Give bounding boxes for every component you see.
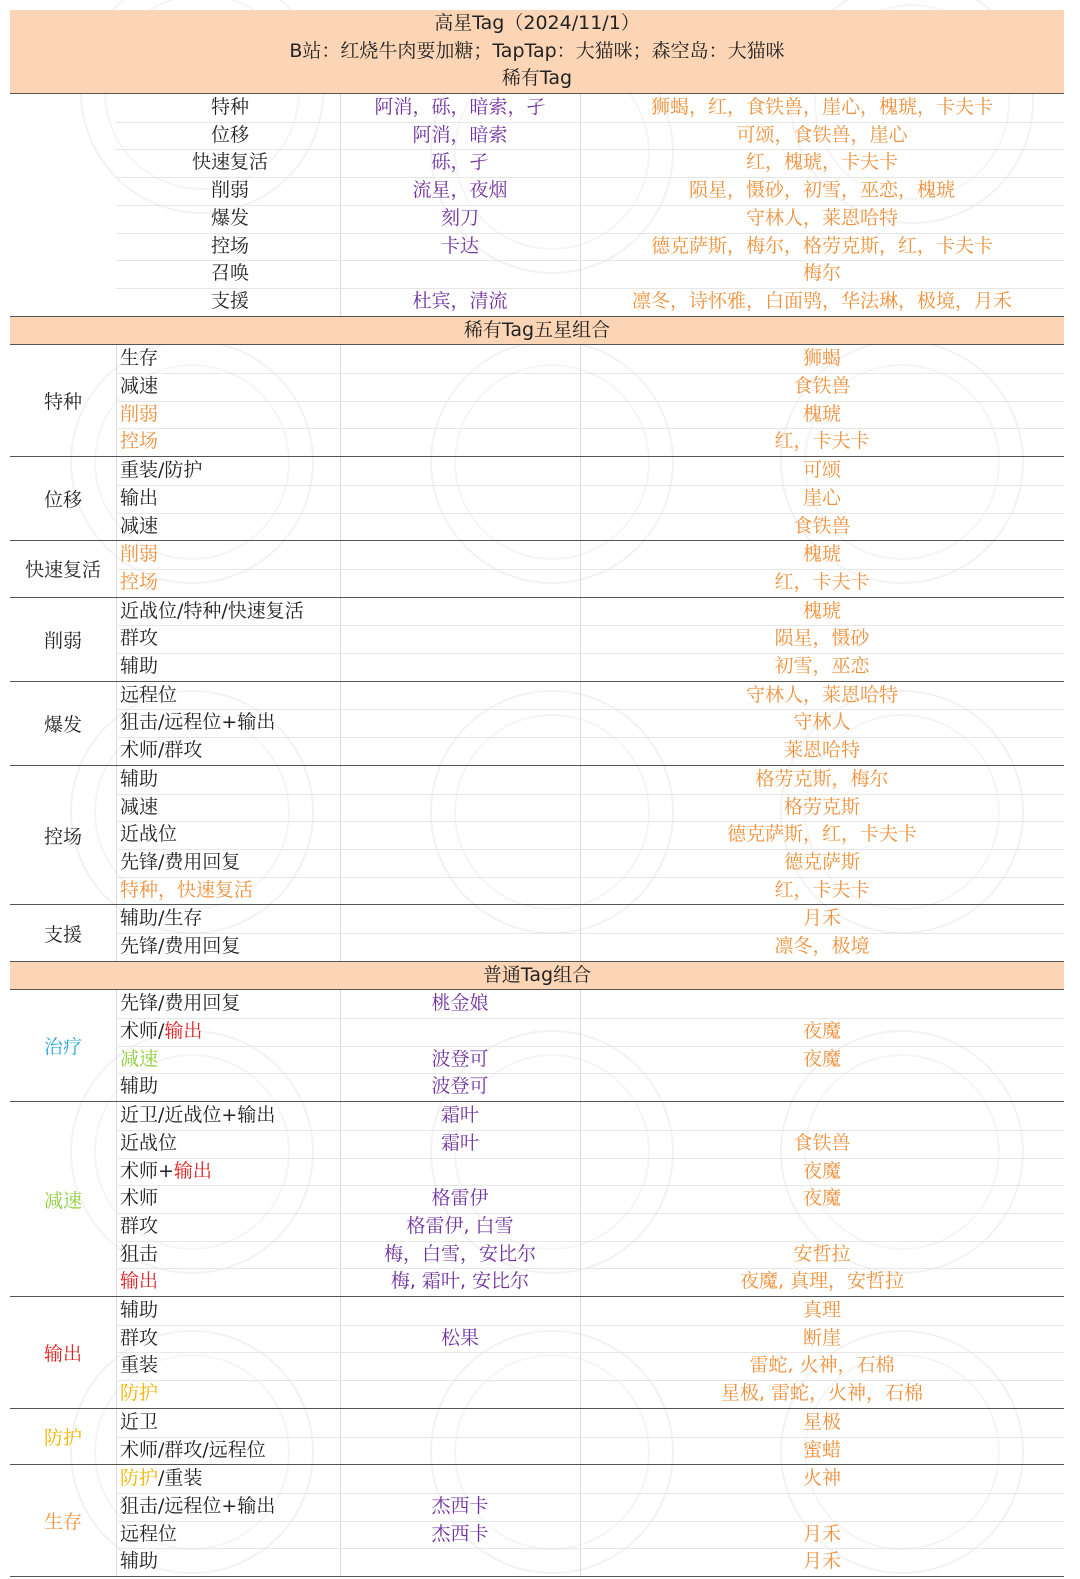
tag-cell: 爆发 bbox=[210, 206, 249, 229]
five-star-operators: 格劳克斯，梅尔 bbox=[755, 767, 889, 790]
four-star-operators: 阿消，暗索 bbox=[412, 123, 508, 146]
table-row bbox=[10, 485, 1064, 513]
table-row bbox=[10, 849, 1064, 877]
five-star-operators: 崖心 bbox=[802, 486, 841, 509]
five-star-operators: 星极, 雷蛇，火神，石棉 bbox=[720, 1382, 924, 1405]
tag-group bbox=[10, 540, 1064, 596]
five-star-operators: 槐琥 bbox=[802, 599, 841, 622]
tag-cell bbox=[120, 1158, 340, 1186]
sheet-credits: B站：红烧牛肉要加糖；TapTap：大猫咪；森空岛：大猫咪 bbox=[10, 38, 1064, 66]
four-star-operators bbox=[340, 569, 580, 597]
tag-cell: 支援 bbox=[210, 289, 249, 312]
table-row bbox=[10, 1437, 1064, 1465]
table-row bbox=[10, 1046, 1064, 1074]
tag-cell: 远程位 bbox=[120, 683, 178, 706]
tag-cell: 特种 bbox=[210, 96, 249, 119]
tag-part: 输出 bbox=[173, 1159, 212, 1182]
four-star-operators bbox=[340, 905, 580, 933]
five-star-operators: 夜魔, 真理，安哲拉 bbox=[739, 1270, 905, 1293]
group-rows bbox=[10, 1102, 1064, 1296]
sheet-content bbox=[10, 65, 1064, 1577]
tag-cell: 辅助/生存 bbox=[120, 907, 203, 930]
group-label: 支援 bbox=[43, 923, 82, 946]
table-row bbox=[10, 905, 1064, 933]
table-row bbox=[10, 682, 1064, 710]
table-row bbox=[10, 1380, 1064, 1408]
tag-cell: 特种，快速复活 bbox=[120, 878, 254, 901]
four-star-operators bbox=[340, 598, 580, 626]
four-star-operators bbox=[340, 737, 580, 765]
tag-cell: 术师 bbox=[120, 1187, 159, 1210]
table-row bbox=[10, 766, 1064, 794]
table-row bbox=[10, 598, 1064, 626]
tag-group bbox=[10, 344, 1064, 456]
tag-cell: 近卫 bbox=[120, 1410, 159, 1433]
four-star-operators: 杜宾，清流 bbox=[412, 289, 508, 312]
table-row bbox=[10, 1241, 1064, 1269]
tag-group bbox=[10, 1408, 1064, 1464]
table-row bbox=[10, 177, 1064, 205]
sheet-title: 高星Tag（2024/11/1） bbox=[10, 10, 1064, 38]
table-row bbox=[10, 1409, 1064, 1437]
tag-group bbox=[10, 456, 1064, 540]
tag-cell: 减速 bbox=[120, 375, 159, 398]
table-row bbox=[10, 513, 1064, 541]
five-star-operators: 火神 bbox=[802, 1467, 841, 1490]
five-star-operators: 守林人 bbox=[793, 711, 851, 734]
four-star-operators: 梅，白雪，安比尔 bbox=[383, 1242, 536, 1265]
five-star-operators: 月禾 bbox=[802, 907, 841, 930]
tag-cell: 群攻 bbox=[120, 1214, 159, 1237]
five-star-operators: 星极 bbox=[802, 1410, 841, 1433]
group-label: 控场 bbox=[43, 825, 82, 848]
four-star-operators bbox=[340, 541, 580, 569]
tag-cell: 近卫/近战位+输出 bbox=[120, 1104, 276, 1127]
table-row bbox=[10, 794, 1064, 822]
four-star-operators bbox=[340, 625, 580, 653]
table-row bbox=[10, 1521, 1064, 1549]
four-star-operators: 流星，夜烟 bbox=[412, 179, 508, 202]
four-star-operators bbox=[340, 849, 580, 877]
table-row bbox=[10, 1185, 1064, 1213]
four-star-operators bbox=[340, 766, 580, 794]
four-star-operators: 霜叶 bbox=[440, 1131, 479, 1154]
five-star-operators bbox=[580, 1493, 1064, 1521]
four-star-operators: 波登可 bbox=[431, 1075, 489, 1098]
tag-cell: 防护 bbox=[120, 1382, 159, 1405]
five-star-operators: 凛冬，极境 bbox=[774, 935, 870, 957]
table-row bbox=[10, 569, 1064, 597]
tag-part: 防护 bbox=[120, 1467, 159, 1490]
tag-cell: 控场 bbox=[120, 570, 159, 593]
five-star-operators: 食铁兽 bbox=[793, 514, 851, 537]
table-row bbox=[10, 1297, 1064, 1325]
tag-cell: 辅助 bbox=[120, 655, 159, 677]
five-star-operators: 狮蝎 bbox=[802, 347, 841, 370]
section-title: 普通Tag组合 bbox=[10, 961, 1064, 990]
tag-cell: 削弱 bbox=[120, 543, 159, 566]
four-star-operators: 杰西卡 bbox=[431, 1522, 489, 1545]
five-star-operators: 德克萨斯 bbox=[783, 850, 860, 873]
four-star-operators bbox=[340, 1465, 580, 1493]
group-rows bbox=[10, 682, 1064, 765]
tag-cell bbox=[120, 1018, 340, 1046]
table-row bbox=[10, 457, 1064, 485]
four-star-operators: 杰西卡 bbox=[431, 1494, 489, 1517]
five-star-operators bbox=[580, 1102, 1064, 1130]
tag-group bbox=[10, 765, 1064, 905]
tag-cell: 群攻 bbox=[120, 627, 159, 650]
table-bottom-border bbox=[10, 1576, 1064, 1577]
table-row bbox=[10, 149, 1064, 177]
table-row bbox=[10, 1018, 1064, 1046]
table-row bbox=[10, 1268, 1064, 1296]
table-row bbox=[10, 1102, 1064, 1130]
five-star-operators: 蜜蜡 bbox=[802, 1438, 841, 1461]
tag-group bbox=[10, 1296, 1064, 1408]
five-star-operators: 可颂 bbox=[802, 459, 841, 482]
group-label: 快速复活 bbox=[24, 559, 101, 582]
table-row bbox=[10, 122, 1064, 150]
four-star-operators bbox=[340, 1548, 580, 1576]
five-star-operators: 凛冬，诗怀雅，白面鸮，华法琳，极境，月禾 bbox=[631, 289, 1012, 312]
five-star-operators: 格劳克斯 bbox=[783, 795, 860, 818]
group-label: 生存 bbox=[43, 1511, 82, 1534]
tag-cell: 召唤 bbox=[210, 262, 249, 285]
four-star-operators: 波登可 bbox=[431, 1047, 489, 1070]
five-star-operators: 守林人，莱恩哈特 bbox=[745, 683, 898, 706]
four-star-operators: 阿消，砾，暗索，孑 bbox=[374, 96, 546, 119]
table-row bbox=[10, 709, 1064, 737]
group-rows bbox=[10, 598, 1064, 681]
tag-group bbox=[10, 1101, 1064, 1296]
four-star-operators: 砾，孑 bbox=[431, 151, 489, 174]
group-rows bbox=[10, 905, 1064, 960]
group-label: 位移 bbox=[43, 489, 82, 512]
table-row bbox=[10, 1325, 1064, 1353]
five-star-operators: 夜魔 bbox=[802, 1187, 841, 1210]
tag-cell: 近战位/特种/快速复活 bbox=[120, 599, 304, 622]
tag-cell: 位移 bbox=[210, 123, 249, 146]
table-row bbox=[10, 1465, 1064, 1493]
table-row bbox=[10, 653, 1064, 681]
group-label: 爆发 bbox=[43, 713, 82, 736]
four-star-operators bbox=[340, 401, 580, 429]
tag-cell: 狙击/远程位+输出 bbox=[120, 711, 276, 734]
table-row bbox=[10, 1548, 1064, 1576]
table-row bbox=[10, 1493, 1064, 1521]
four-star-operators bbox=[340, 345, 580, 373]
tag-cell: 重装 bbox=[120, 1354, 159, 1377]
tag-cell: 生存 bbox=[120, 347, 159, 370]
group-rows bbox=[10, 541, 1064, 596]
four-star-operators bbox=[340, 1297, 580, 1325]
rare-tag-block bbox=[10, 93, 1064, 316]
tag-cell: 输出 bbox=[120, 1270, 159, 1293]
tag-group bbox=[10, 989, 1064, 1101]
tag-cell: 减速 bbox=[120, 1047, 159, 1070]
four-star-operators: 桃金娘 bbox=[431, 992, 489, 1015]
tag-cell: 先锋/费用回复 bbox=[120, 850, 241, 873]
table-row bbox=[10, 625, 1064, 653]
tag-cell: 远程位 bbox=[120, 1522, 178, 1545]
five-star-operators: 红，卡夫卡 bbox=[774, 570, 870, 593]
table-row bbox=[10, 821, 1064, 849]
five-star-operators: 狮蝎，红，食铁兽，崖心，槐琥，卡夫卡 bbox=[650, 96, 993, 119]
four-star-operators bbox=[340, 1018, 580, 1046]
tag-part: 输出 bbox=[164, 1020, 203, 1043]
tag-cell: 减速 bbox=[120, 795, 159, 818]
five-star-operators bbox=[580, 1073, 1064, 1101]
four-star-operators bbox=[340, 513, 580, 541]
table-row bbox=[10, 233, 1064, 261]
tag-cell: 控场 bbox=[210, 234, 249, 257]
four-star-operators bbox=[340, 428, 580, 456]
tag-group bbox=[10, 1464, 1064, 1576]
five-star-operators: 食铁兽 bbox=[793, 1131, 851, 1154]
tag-cell: 控场 bbox=[120, 430, 159, 453]
table-row bbox=[10, 428, 1064, 456]
five-star-operators: 红，槐琥，卡夫卡 bbox=[745, 151, 898, 174]
table-row bbox=[10, 401, 1064, 429]
four-star-operators: 格雷伊 bbox=[431, 1187, 489, 1210]
tag-group bbox=[10, 681, 1064, 765]
five-star-operators: 莱恩哈特 bbox=[783, 739, 860, 762]
tag-cell: 近战位 bbox=[120, 1131, 178, 1154]
five-star-operators: 槐琥 bbox=[802, 543, 841, 566]
five-star-operators: 夜魔 bbox=[802, 1020, 841, 1043]
table-row bbox=[10, 1352, 1064, 1380]
tag-group bbox=[10, 904, 1064, 960]
tag-group bbox=[10, 597, 1064, 681]
five-star-operators bbox=[580, 1213, 1064, 1241]
five-star-operators: 夜魔 bbox=[802, 1159, 841, 1182]
table-row bbox=[10, 345, 1064, 373]
four-star-operators bbox=[340, 709, 580, 737]
table-row bbox=[10, 288, 1064, 316]
table-row bbox=[10, 737, 1064, 765]
tag-cell: 群攻 bbox=[120, 1326, 159, 1349]
four-star-operators bbox=[340, 682, 580, 710]
tag-cell: 先锋/费用回复 bbox=[120, 935, 241, 957]
tag-cell: 减速 bbox=[120, 514, 159, 537]
four-star-operators bbox=[340, 485, 580, 513]
five-star-operators: 月禾 bbox=[802, 1550, 841, 1573]
table-row bbox=[10, 205, 1064, 233]
tag-part: 术师+ bbox=[120, 1159, 174, 1182]
group-rows bbox=[10, 1297, 1064, 1408]
five-star-operators: 红，卡夫卡 bbox=[774, 878, 870, 901]
table-row bbox=[10, 877, 1064, 905]
section-title: 稀有Tag bbox=[10, 65, 1064, 93]
table-row bbox=[10, 260, 1064, 288]
five-star-operators: 安哲拉 bbox=[793, 1242, 851, 1265]
five-star-operators: 可颂，食铁兽，崖心 bbox=[736, 123, 908, 146]
four-star-operators bbox=[340, 1409, 580, 1437]
tag-cell: 重装/防护 bbox=[120, 459, 203, 482]
five-star-operators: 雷蛇, 火神，石棉 bbox=[749, 1354, 895, 1377]
tag-cell: 辅助 bbox=[120, 1550, 159, 1573]
tag-cell: 辅助 bbox=[120, 767, 159, 790]
group-label: 减速 bbox=[43, 1189, 82, 1212]
tag-cell: 术师/群攻/远程位 bbox=[120, 1438, 266, 1461]
four-star-operators bbox=[340, 794, 580, 822]
group-rows bbox=[10, 1465, 1064, 1576]
tag-cell: 辅助 bbox=[120, 1299, 159, 1322]
four-star-operators bbox=[340, 457, 580, 485]
tag-part: /重装 bbox=[158, 1467, 203, 1490]
table-row bbox=[10, 1073, 1064, 1101]
group-label: 削弱 bbox=[43, 629, 82, 652]
four-star-operators bbox=[340, 933, 580, 961]
tag-cell: 削弱 bbox=[210, 179, 249, 202]
table-row bbox=[10, 1130, 1064, 1158]
tag-sheet bbox=[10, 10, 1064, 1577]
tag-cell: 狙击 bbox=[120, 1242, 159, 1265]
group-rows bbox=[10, 990, 1064, 1101]
table-row bbox=[10, 94, 1064, 122]
four-star-operators bbox=[340, 821, 580, 849]
five-star-operators: 红，卡夫卡 bbox=[774, 430, 870, 453]
group-rows bbox=[10, 457, 1064, 540]
tag-cell: 先锋/费用回复 bbox=[120, 992, 241, 1015]
five-star-operators: 梅尔 bbox=[802, 262, 841, 285]
group-rows bbox=[10, 345, 1064, 456]
five-star-operators: 真理 bbox=[802, 1299, 841, 1322]
tag-cell: 狙击/远程位+输出 bbox=[120, 1494, 276, 1517]
tag-cell: 快速复活 bbox=[191, 151, 268, 174]
tag-cell: 术师/群攻 bbox=[120, 739, 203, 762]
tag-cell: 削弱 bbox=[120, 402, 159, 425]
four-star-operators: 卡达 bbox=[440, 234, 479, 257]
tag-cell: 近战位 bbox=[120, 823, 178, 846]
section-title: 稀有Tag五星组合 bbox=[10, 316, 1064, 345]
four-star-operators bbox=[340, 653, 580, 681]
group-rows bbox=[10, 766, 1064, 904]
four-star-operators: 松果 bbox=[440, 1326, 479, 1349]
four-star-operators bbox=[340, 260, 580, 288]
five-star-operators: 食铁兽 bbox=[793, 375, 851, 398]
group-label: 防护 bbox=[43, 1427, 82, 1450]
four-star-operators: 霜叶 bbox=[440, 1104, 479, 1127]
group-rows bbox=[10, 1409, 1064, 1464]
five-star-operators: 月禾 bbox=[802, 1522, 841, 1545]
table-row bbox=[10, 990, 1064, 1018]
tag-part: 术师/ bbox=[120, 1020, 165, 1043]
five-star-operators: 守林人，莱恩哈特 bbox=[745, 206, 898, 229]
table-row bbox=[10, 933, 1064, 961]
four-star-operators: 刻刀 bbox=[440, 206, 479, 229]
four-star-operators bbox=[340, 373, 580, 401]
four-star-operators: 梅, 霜叶, 安比尔 bbox=[390, 1270, 530, 1293]
five-star-operators: 德克萨斯，红，卡夫卡 bbox=[726, 823, 917, 846]
table-row bbox=[10, 541, 1064, 569]
group-label: 输出 bbox=[43, 1342, 82, 1365]
group-label: 特种 bbox=[43, 391, 82, 414]
four-star-operators: 格雷伊, 白雪 bbox=[406, 1214, 514, 1237]
five-star-operators: 陨星，慑砂 bbox=[774, 627, 870, 650]
tag-cell: 辅助 bbox=[120, 1075, 159, 1098]
five-star-operators: 夜魔 bbox=[802, 1047, 841, 1070]
four-star-operators bbox=[340, 1437, 580, 1465]
five-star-operators: 断崖 bbox=[802, 1326, 841, 1349]
four-star-operators bbox=[340, 877, 580, 905]
table-row bbox=[10, 373, 1064, 401]
five-star-operators bbox=[580, 990, 1064, 1018]
five-star-operators: 德克萨斯，梅尔，格劳克斯，红，卡夫卡 bbox=[650, 234, 993, 257]
table-row bbox=[10, 1158, 1064, 1186]
four-star-operators bbox=[340, 1352, 580, 1380]
group-label: 治疗 bbox=[43, 1036, 82, 1059]
tag-cell bbox=[120, 1465, 340, 1493]
table-row bbox=[10, 1213, 1064, 1241]
four-star-operators bbox=[340, 1380, 580, 1408]
five-star-operators: 陨星，慑砂，初雪，巫恋，槐琥 bbox=[688, 179, 955, 202]
five-star-operators: 槐琥 bbox=[802, 402, 841, 425]
four-star-operators bbox=[340, 1158, 580, 1186]
tag-cell: 输出 bbox=[120, 486, 159, 509]
five-star-operators: 初雪，巫恋 bbox=[774, 655, 870, 677]
